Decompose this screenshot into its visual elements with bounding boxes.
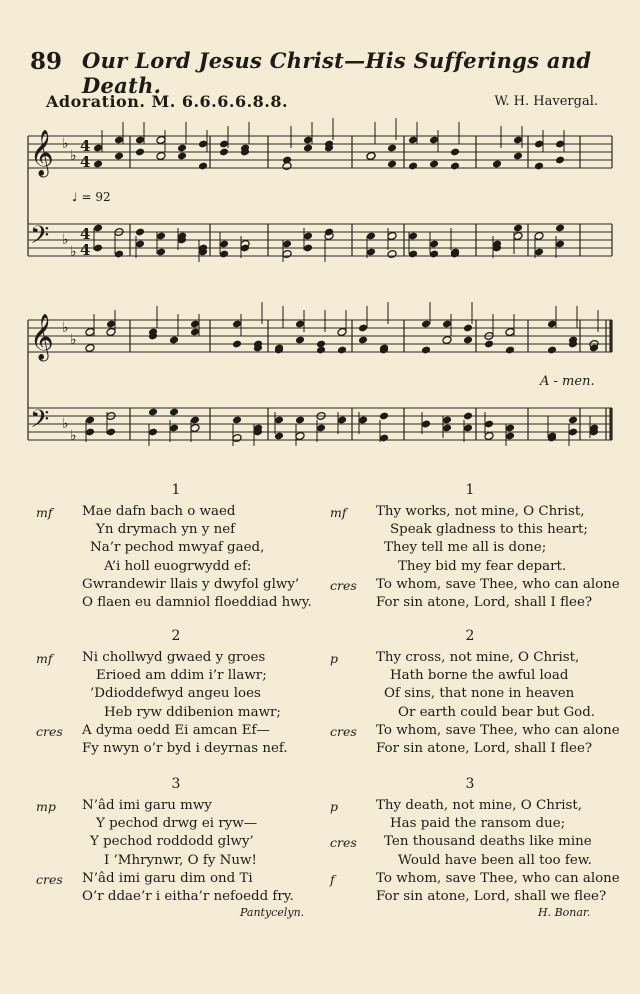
- verse-line: For sin atone, Lord, shall we flee?: [376, 889, 607, 904]
- dynamic-mark: cres: [36, 723, 63, 739]
- time-signature-bottom: 4: [80, 241, 91, 259]
- dynamic-mark: cres: [36, 871, 63, 887]
- time-signature-top: 4: [80, 137, 91, 155]
- verse-number: 2: [465, 628, 475, 644]
- note-head: [429, 160, 439, 169]
- verse-line: Ni chollwyd gwaed y groes: [82, 650, 266, 665]
- hymn-title: Our Lord Jesus Christ—His Sufferings and Death.: [82, 48, 592, 98]
- flat-sign: ♭: [70, 244, 77, 260]
- verse-line: For sin atone, Lord, shall I flee?: [376, 741, 593, 756]
- verse-line: Thy works, not mine, O Christ,: [376, 504, 585, 519]
- verse-line: They bid my fear depart.: [398, 558, 567, 574]
- verse-number: 2: [171, 628, 181, 644]
- note-head: [282, 162, 292, 171]
- verse-number: 1: [171, 482, 181, 498]
- note-head: [463, 412, 473, 421]
- note-head: [177, 144, 187, 153]
- verse-line: A’i holl euogrwydd ef:: [104, 558, 252, 574]
- note-head: [93, 160, 103, 169]
- verse-line: ’Ddioddefwyd angeu loes: [90, 686, 261, 702]
- note-head: [555, 224, 565, 233]
- verse-line: O flaen eu damniol floeddiad hwy.: [82, 595, 312, 610]
- dynamic-mark: mf: [330, 505, 347, 520]
- note-head: [463, 324, 473, 333]
- note-head: [177, 152, 187, 161]
- english-author-credit: H. Bonar.: [538, 906, 591, 919]
- note-head: [450, 162, 460, 171]
- note-head: [156, 152, 166, 161]
- verse-line: I ’Mhrynwr, O fy Nuw!: [104, 852, 257, 868]
- score-system-2: [20, 302, 620, 462]
- tune-line: [46, 92, 606, 116]
- note-head: [463, 336, 473, 345]
- note-head: [169, 336, 179, 345]
- verse-line: Of sins, that none in heaven: [384, 686, 575, 702]
- note-head: [555, 156, 565, 165]
- flat-sign: ♭: [62, 136, 69, 152]
- verse-line: Or earth could bear but God.: [398, 704, 596, 720]
- note-head: [387, 160, 397, 169]
- verse-line: Speak gladness to this heart;: [390, 522, 588, 538]
- verse-line: Erioed am ddim i’r llawr;: [96, 668, 267, 684]
- note-head: [568, 416, 578, 425]
- verse-line: For sin atone, Lord, shall I flee?: [376, 595, 593, 610]
- flat-sign: ♭: [70, 332, 77, 348]
- note-head: [337, 346, 347, 355]
- hymn-header: [30, 44, 620, 98]
- note-head: [232, 340, 242, 349]
- treble-clef: 𝄞: [30, 314, 54, 360]
- verse-line: To whom, save Thee, who can alone: [376, 722, 620, 738]
- dynamic-mark: f: [330, 871, 335, 887]
- tune-name: Adoration. M. 6.6.6.6.8.8.: [46, 92, 289, 111]
- verse-line: Yn drymach yn y nef: [96, 522, 236, 538]
- verse-line: Fy nwyn o’r byd i deyrnas nef.: [82, 741, 288, 756]
- note-head: [513, 224, 523, 233]
- note-head: [442, 336, 452, 345]
- dynamic-mark: mf: [36, 505, 53, 520]
- note-head: [450, 148, 460, 157]
- verse-line: A dyma oedd Ei amcan Ef—: [82, 722, 270, 738]
- note-head: [316, 346, 326, 355]
- dynamic-mark: cres: [330, 723, 357, 739]
- flat-sign: ♭: [70, 148, 77, 164]
- note-head: [379, 412, 389, 421]
- note-head: [303, 144, 313, 153]
- bass-clef: 𝄢: [30, 221, 50, 256]
- note-head: [492, 160, 502, 169]
- verse-line: N’âd imi garu dim ond Ti: [82, 870, 253, 886]
- note-head: [148, 408, 158, 417]
- verse-line: Y pechod roddodd glwy’: [90, 834, 254, 850]
- verse-line: They tell me all is done;: [384, 540, 547, 556]
- note-head: [408, 162, 418, 171]
- dynamic-mark: p: [330, 651, 339, 666]
- bass-clef: 𝄢: [30, 405, 50, 440]
- dynamic-mark: cres: [330, 577, 357, 593]
- verse-line: O’r ddae’r i eitha’r nefoedd fry.: [82, 889, 294, 904]
- note-head: [421, 346, 431, 355]
- note-head: [547, 346, 557, 355]
- note-head: [387, 144, 397, 153]
- verse-line: Ten thousand deaths like mine: [384, 834, 592, 850]
- note-head: [534, 162, 544, 171]
- flat-sign: ♭: [62, 416, 69, 432]
- verse-line: Y pechod drwg ei ryw—: [96, 816, 258, 832]
- note-head: [169, 408, 179, 417]
- verse-line: Has paid the ransom due;: [390, 816, 566, 832]
- verse-number: 1: [465, 482, 475, 498]
- note-head: [295, 416, 305, 425]
- hymn-number: 89: [30, 48, 63, 75]
- note-head: [366, 152, 376, 161]
- verse-line: Gwrandewir llais y dwyfol glwy’: [82, 576, 300, 592]
- note-head: [513, 152, 523, 161]
- flat-sign: ♭: [62, 320, 69, 336]
- flat-sign: ♭: [62, 232, 69, 248]
- note-head: [135, 148, 145, 157]
- note-head: [114, 152, 124, 161]
- time-signature-top: 4: [80, 225, 91, 243]
- note-head: [484, 340, 494, 349]
- note-head: [295, 336, 305, 345]
- dynamic-mark: mf: [36, 651, 53, 666]
- dynamic-mark: mp: [36, 799, 56, 814]
- note-head: [198, 162, 208, 171]
- note-head: [135, 228, 145, 237]
- time-signature-bottom: 4: [80, 153, 91, 171]
- dynamic-mark: p: [330, 799, 339, 814]
- note-head: [505, 346, 515, 355]
- note-head: [85, 344, 95, 353]
- tempo-mark: ♩ = 92: [72, 190, 111, 204]
- verse-number: 3: [171, 776, 181, 792]
- note-head: [232, 416, 242, 425]
- note-head: [358, 336, 368, 345]
- verse-line: Would have been all too few.: [398, 852, 592, 868]
- dynamic-mark: cres: [330, 835, 357, 851]
- verse-line: Thy death, not mine, O Christ,: [376, 798, 583, 813]
- verse-line: N’âd imi garu mwy: [82, 798, 212, 813]
- verse-line: Hath borne the awful load: [390, 668, 569, 684]
- verse-line: Mae dafn bach o waed: [82, 504, 236, 519]
- flat-sign: ♭: [70, 428, 77, 444]
- note-head: [219, 148, 229, 157]
- verse-line: Heb ryw ddibenion mawr;: [104, 704, 281, 720]
- verse-line: To whom, save Thee, who can alone: [376, 870, 620, 886]
- note-head: [387, 250, 397, 259]
- verse-line: Thy cross, not mine, O Christ,: [376, 650, 580, 665]
- verse-line: To whom, save Thee, who can alone: [376, 576, 620, 592]
- treble-clef: 𝄞: [30, 130, 54, 176]
- amen-text: A - men.: [540, 374, 595, 389]
- music-system-2: [20, 302, 620, 462]
- verse-number: 3: [465, 776, 475, 792]
- composer: W. H. Havergal.: [494, 94, 598, 109]
- welsh-author-credit: Pantycelyn.: [240, 906, 305, 919]
- verse-line: Na’r pechod mwyaf gaed,: [90, 540, 265, 556]
